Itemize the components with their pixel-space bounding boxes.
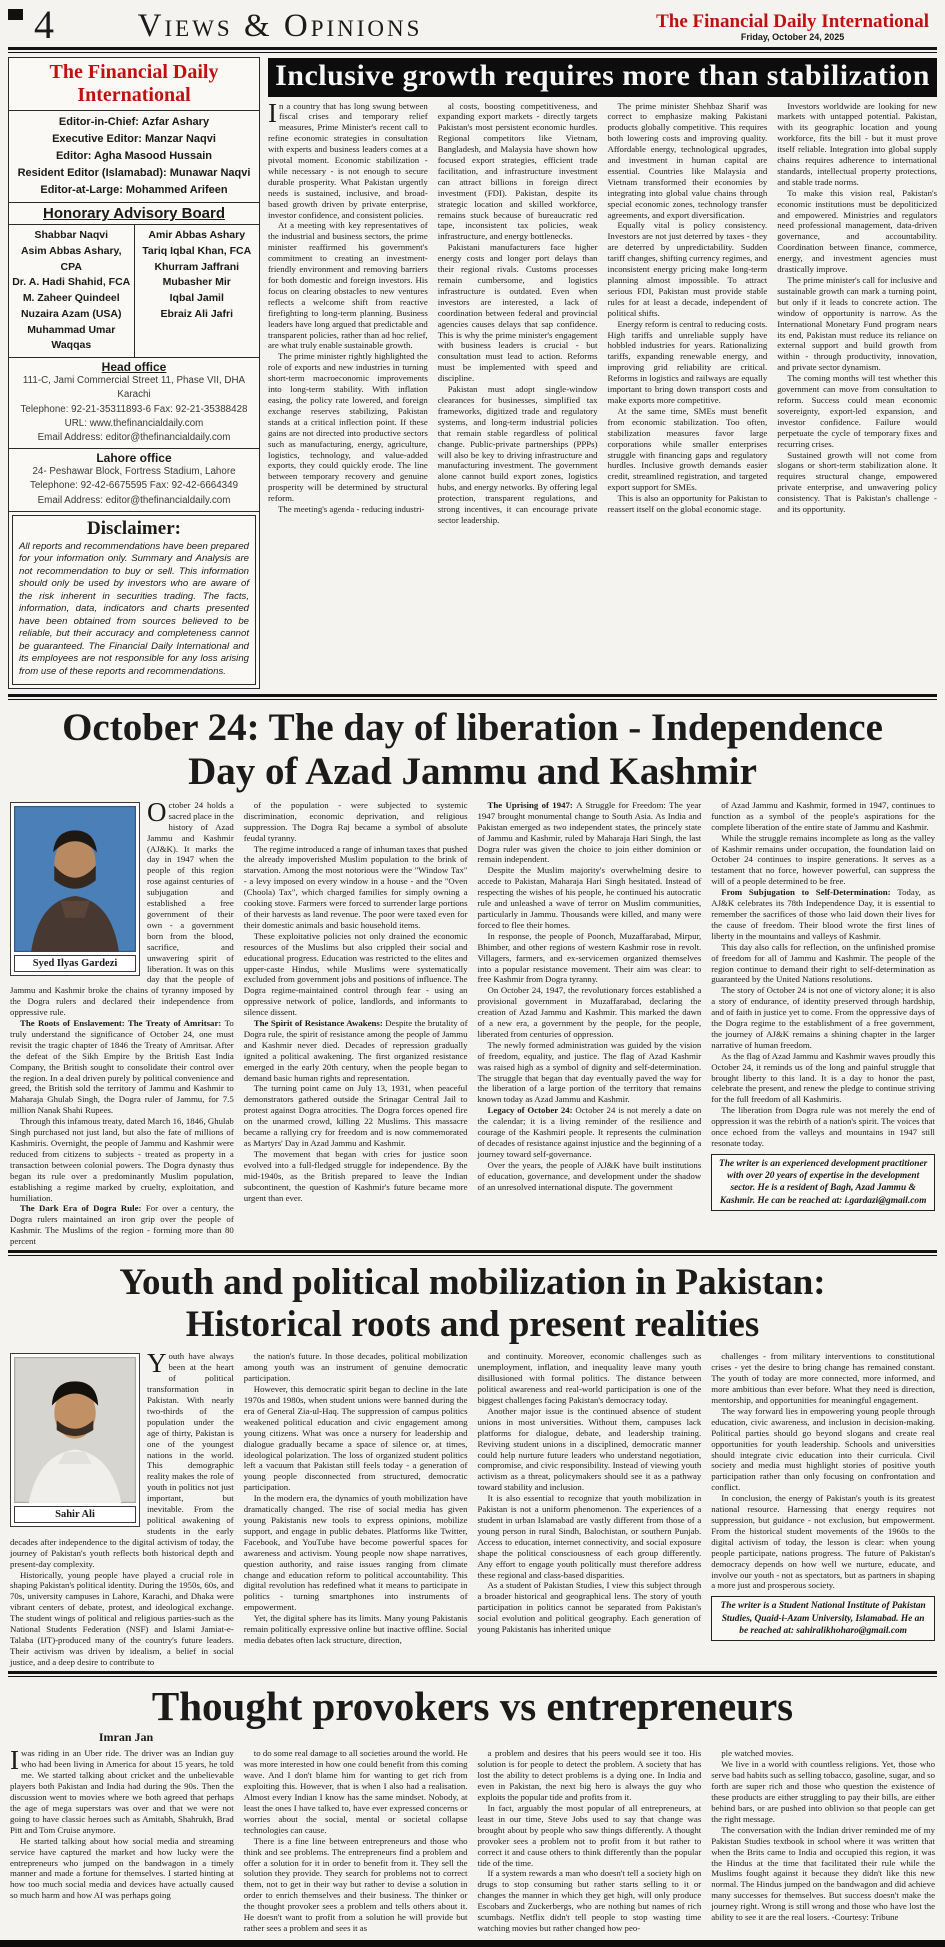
paragraph: Pakistani manufacturers face higher energy costs and longer port delays than their regional rivals. Customs processes remain cumbersome, and logistics infrastructure is outdated. Even when investors are interested, a lack of coordination between federal and provincial agencies causes delays that sap confidence. This is why the prime minister's engagement with business leaders is crucial - but consultation must lead to action. Reforms must be implemented with speed and discipline.	[437, 242, 598, 384]
article-thought-provokers	[0, 1683, 945, 1934]
paragraph: Another major issue is the continued absence of student unions in most universities. Without them, campuses lack platforms for dialogue, debate, and leadership training. Reviving student unions in a disciplined, democratic manner could help nurture future leaders who understand negotiation, compromise, and civic responsibility. Instead of viewing youth activism as a threat, policymakers should see it as a pathway toward stability and inclusion.	[477, 1405, 702, 1493]
paragraph: On October 24, 1947, the revolutionary forces established a provisional government in Muzaffarabad, declaring the creation of Azad Jammu and Kashmir. This marked the dawn of a new era, a government by the people, for the people, liberated from centuries of oppression.	[477, 985, 702, 1039]
paragraph: the nation's future. In those decades, political mobilization among youth was an instrument of genuine democratic participation.	[243, 1351, 468, 1384]
article-column	[244, 800, 468, 1247]
article-headline	[6, 1262, 939, 1346]
paragraph: We live in a world with countless religions. Yet, those who serve bad habits such as selling tobacco, gasoline, sugar, and so forth are super rich and those who question the existence of these products are either struggling to pay their bills, are either behind bars, or are pushed into oblivion so that people can get the right message.	[711, 1759, 935, 1824]
headline-line: Historical roots and present realities	[185, 1304, 760, 1346]
paragraph: challenges - from military interventions to constitutional crises - yet the desire to bring change has remained constant. The youth of today are more connected, more informed, and more ambitious than ever before. What they need is direction, mentorship, and opportunities for meaningful engagement.	[711, 1351, 935, 1406]
paragraph: and continuity. Moreover, economic challenges such as unemployment, inflation, and inequality leave many youth disillusioned with formal politics. The distance between political awareness and real-world participation is one of the biggest challenges facing Pakistan's democracy today.	[477, 1351, 702, 1406]
paragraph: of the population - were subjected to systemic discrimination, economic deprivation, and religious suppression. The Dogra Raj became a symbol of absolute feudal tyranny.	[243, 799, 468, 843]
paragraph: In response, the people of Poonch, Muzaffarabad, Mirpur, Bhimber, and other regions of western Kashmir rose in revolt. Villagers, farmers, and ex-servicemen organized themselves into a popular resistance movement. Their aim was clear: to free Kashmir from Dogra tyranny.	[477, 930, 702, 985]
paragraph: a problem and desires that his peers would see it too. His solution is for people to detect the problem. A society that has lost the ability to detect problems is a dying one. In India and even in Pakistan, the next big hero is always the guy who exploits the popular tide and profits from it.	[477, 1748, 702, 1803]
article-body	[0, 1745, 945, 1933]
issue-date: Friday, October 24, 2025	[740, 32, 845, 42]
paragraph: Energy reform is central to reducing costs. High tariffs and unreliable supply have hobbled industries for years. Rationalizing tariffs, expanding renewable energy, and improving grid reliability are critical. Reforms in logistics and railways are equally important to bring down transport costs and make exports more competitive.	[607, 318, 768, 405]
masthead-brand	[656, 12, 929, 42]
article-body	[0, 796, 945, 1247]
article-body	[268, 97, 937, 526]
paragraph: In fact, arguably the most popular of all entrepreneurs, at least in our time, Steve Jobs used to say that change was brought about by people who saw things differently. A thought provoker sees a problem not to profit from it but rather to correct it and cause others to think differently than the popular tide of the time.	[477, 1802, 702, 1868]
advisor-name: Tariq Iqbal Khan, FCA	[142, 244, 252, 257]
headline-line: Day of Azad Jammu and Kashmir	[188, 750, 757, 794]
article-column	[244, 1351, 468, 1667]
editors-list	[9, 111, 259, 203]
headline-line: October 24: The day of liberation - Independence	[62, 706, 883, 750]
author-photo	[10, 1353, 140, 1527]
article-column	[10, 796, 234, 1247]
author-portrait-image	[14, 806, 136, 952]
article-column	[478, 800, 702, 1247]
office-line: Telephone: 92-42-6675595 Fax: 92-42-6664349	[29, 480, 239, 492]
editor-line: Editor-at-Large: Mohammed Arifeen	[40, 184, 228, 197]
office-line: Email Address: editor@thefinancialdaily.com	[37, 494, 231, 506]
advisor-name: Amir Abbas Ashary	[148, 229, 246, 242]
article-column	[608, 101, 768, 526]
editorial-infobox	[8, 57, 260, 689]
article-inclusive-growth	[268, 57, 937, 689]
newspaper-name: The Financial Daily International	[656, 11, 929, 33]
office-line: Email Address: editor@thefinancialdaily.com	[37, 432, 231, 444]
paragraph: Pakistan must adopt single-window clearances for businesses, simplified tax frameworks, digitized trade and regulatory systems, and long-term industrial policies that remain stable regardless of political change. Public-private partnerships (PPPs) will also be key to driving infrastructure and manufacturing investment. The government alone cannot build export zones, logistics hubs, and energy networks. By offering legal protection, transparent regulations, and strong incentives, it can encourage private sector leadership.	[437, 384, 598, 525]
header-divider	[8, 47, 937, 53]
article-youth-mobilization	[0, 1262, 945, 1668]
section-divider	[8, 694, 937, 700]
disclaimer-text: All reports and recommendations have been prepared for your information only. Summary and Analysis are not recommendation to buy or sell. This information should only be used by investors who are aware of the risk inherent in securities trading. The facts, information, data, indicators and charts presented have been obtained from sources believed to be reliable, but their accuracy and completeness cannot be guaranteed. The Financial Daily International and its employees are not responsible for any loss arising from use of these reports and recommendations.	[19, 540, 249, 677]
paragraph: The way forward lies in empowering young people through education, civic awareness, and inclusion in decision-making. Political parties should go beyond slogans and create real opportunities for youth leadership. Schools and universities should integrate civic education into their curricula. Civil society and media must highlight stories of positive youth participation rather than only focusing on confrontation and conflict.	[711, 1405, 935, 1493]
advisor-name: Khurram Jaffrani	[154, 260, 240, 273]
article-column	[244, 1748, 468, 1933]
advisor-name: M. Zaheer Quindeel	[22, 292, 120, 305]
author-caption: Sahir Ali	[14, 1506, 136, 1523]
paragraph: of Azad Jammu and Kashmir, formed in 1947, continues to function as a symbol of the people's aspirations for the complete liberation of the entire state of Jammu and Kashmir.	[711, 799, 935, 832]
paragraph: Sustained growth will not come from slogans or short-term stabilization alone. It requires structural change, empowered private enterprise, and unwavering policy consistency. That is Pakistan's challenge - and its opportunity.	[777, 449, 937, 515]
page-number: 4	[34, 2, 54, 47]
section-divider	[8, 1671, 937, 1677]
paragraph: The newly formed administration was guided by the vision of freedom, equality, and justice. The flag of Azad Kashmir was raised high as a symbol of dignity and self-determination. The struggle that began that day eventually paved the way for the liberation of a large portion of the territory that remains known today as Azad Jammu and Kashmir.	[477, 1039, 702, 1105]
paragraph: The Dark Era of Dogra Rule: For over a century, the Dogra rulers maintained an iron grip over the people of Kashmir. The Muslims of the region - forming more than 80 percent	[10, 1203, 234, 1247]
paragraph: It is also essential to recognize that youth mobilization in Pakistan is not a uniform phenomenon. The experiences of a student in urban Islamabad are vastly different from those of a young person in rural Sindh, Balochistan, or southern Punjab. Access to education, internet connectivity, and social exposure shape the political consciousness of each group differently. Any effort to engage youth politically must therefore address these regional and class-based disparities.	[477, 1493, 702, 1580]
paragraph: This day also calls for reflection, on the unfinished promise of freedom for all of Jammu and Kashmir. The people of the region continue to demand their right to self-determination as guaranteed by the United Nations resolutions.	[711, 941, 935, 985]
paragraph: The turning point came on July 13, 1931, when peaceful demonstrators gathered outside the Srinagar Central Jail to protest against Dogra atrocities. The Dogra forces opened fire on the unarmed crowd, killing 22 Muslims. This massacre became a rallying cry for freedom and is now commemorated as Martyrs' Day in Azad Jammu and Kashmir.	[243, 1083, 468, 1149]
top-section	[0, 56, 945, 691]
paragraph: As a student of Pakistan Studies, I view this subject through a broader historical and geographical lens. The story of youth participation in politics cannot be separated from Pakistan's social evolution and political geography. Each generation of young Pakistanis has inherited unique	[477, 1580, 702, 1635]
article-column	[268, 97, 428, 526]
article-kashmir-day	[0, 706, 945, 1247]
editor-line: Editor-in-Chief: Azfar Ashary	[58, 116, 210, 128]
paragraph: to do some real damage to all societies around the world. He was more interested in how one could benefit from this coming wave. And I don't blame him for wanting to get rich from exploiting this. However, that is when I also had a realisation. Almost every Indian I know has the same mindset. Nobody, at least the ones I have talked to, have ever expressed concerns or worries about the social, mental or societal collapse technologies can cause.	[243, 1748, 468, 1835]
paragraph: The conversation with the Indian driver reminded me of my Pakistan Studies textbook in school where it was written that when the Brits came to India and occupied this region, it was the Hindus at the time that facilitated their rule while the Muslims fought against it because they didn't like this new normal. The Hindus jumped on the bandwagon and did achieve many successes for themselves. But success doesn't make the journey right. Wrong is still wrong and those who have lost the ability to see it are the real losers. -Courtesy: Tribune	[711, 1824, 935, 1923]
article-column	[10, 1348, 234, 1667]
office-line: 24- Peshawar Block, Fortress Stadium, Lahore	[32, 466, 236, 478]
editor-line: Executive Editor: Manzar Naqvi	[52, 133, 216, 146]
paragraph: ple watched movies.	[721, 1748, 794, 1759]
article-column	[438, 101, 598, 526]
paragraph: This is also an opportunity for Pakistan to reassert itself on the global economic stage.	[607, 493, 768, 515]
paragraph: The meeting's agenda - reducing industri-	[278, 504, 425, 515]
paragraph: In a country that has long swung between fiscal crises and temporary relief measures, Prime Minister's recent call to refine economic strategies in consultation with experts and business leaders comes at a pivotal moment. Economic stabilization - while necessary - is not enough to secure durable prosperity. What Pakistan urgently needs is sustained, inclusive, and broad-based growth driven by private enterprise, investor confidence, and consistent policies.	[268, 97, 428, 220]
paragraph: October 24 holds a sacred place in the history of Azad Jammu and Kashmir (AJ&K). It marks the day in 1947 when the people of this region rose against centuries of subjugation and established a free government of their own - a government born from the blood, sacrifice, and unwavering spirit of liberation. It was on this day that the people of Jammu and Kashmir broke the chains of tyranny imposed by the Dogra rulers and declared their independence from oppressive rule.	[10, 796, 234, 1018]
paragraph: The coming months will test whether this government can move from consultation to reform. Success could mean economic sovereignty, export-led expansion, and investor confidence. Failure would perpetuate the cycle of temporary fixes and recurring crises.	[777, 373, 937, 449]
section-divider	[8, 1250, 937, 1256]
headline-line: Youth and political mobilization in Pakistan:	[119, 1262, 826, 1304]
infobox-title: The Financial Daily International	[9, 58, 259, 111]
paragraph: These exploitative policies not only drained the economic resources of the Muslims but also crippled their social and educational progress. Education was restricted to the elites and upper-caste Hindus, while Muslims were systematically excluded from government jobs and positions of influence. The Dogra regime-maintained control through fear - using an oppressive network of police, landlords, and informants to silence dissent.	[243, 930, 468, 1018]
paragraph: While the struggle remains incomplete as long as the valley of Kashmir remains under occupation, the foundation laid on October 24 continues to inspire generations. It serves as a testament that no force, however powerful, can suppress the will of a people determined to be free.	[711, 832, 935, 887]
paragraph: Historically, young people have played a crucial role in shaping Pakistan's political identity. During the 1950s, 60s, and 70s, university campuses in Lahore, Karachi, and Dhaka were vibrant centers of debate, protest, and ideological exchange. The student wings of political and religious parties-such as the National Students Federation (NSF) and Islami Jamiat-e-Talaba (IJT)-produced many of the country's future leaders. Their activism was driven by idealism, a belief in social justice, and a deep desire to contribute to	[10, 1569, 234, 1667]
paragraph: The Uprising of 1947: A Struggle for Freedom: The year 1947 brought monumental change to South Asia. As India and Pakistan emerged as two independent states, the princely state of Jammu and Kashmir, ruled by Maharaja Hari Singh, the last Dogra ruler was given the choice to join either dominion or remain independent.	[477, 799, 702, 865]
advisor-name: Nuzaira Azam (USA)	[20, 307, 122, 320]
paragraph: If a system rewards a man who doesn't tell a society high on drugs to stop consuming but rather starts selling to it or changes the manner in which they get high, will only produce Escobars and Zuckerbergs, who are nothing but names of rich scumbags. Netflix didn't tell people to stop wasting time watching movies but rather changed how peo-	[477, 1868, 702, 1933]
paragraph: The prime minister's call for inclusive and sustainable growth can mark a turning point, but only if it leads to concrete action. The window of opportunity is narrow. As the International Monetary Fund program nears its end, Pakistan must reduce its reliance on external support and build growth from within - through productivity, innovation, and private sector dynamism.	[777, 275, 937, 373]
writer-footnote: The writer is an experienced development practitioner with over 20 years of expertise in the development sector. He is a resident of Bagh, Azad Jammu & Kashmir. He can be reached at: i.gardazi@gmail.com	[711, 1154, 935, 1211]
paragraph: At a meeting with key representatives of the industrial and business sectors, the prime minister reaffirmed his government's commitment to creating an investment-friendly environment and removing barriers for both domestic and foreign investors. His focus on clearing obstacles to new ventures reflects a welcome shift from reactive firefighting to long-term planning. Business leaders have long argued that predictable and transparent policies, rather than ad hoc relief, are what truly enable sustainable growth.	[268, 220, 428, 351]
office-line: Telephone: 92-21-35311893-6 Fax: 92-21-35388428	[20, 403, 248, 415]
author-portrait-image	[14, 1357, 136, 1503]
paragraph: Yet, the digital sphere has its limits. Many young Pakistanis remain politically expressive online but inactive offline. Social media debates often lack structure, direction,	[243, 1613, 468, 1645]
lahore-office-block	[9, 449, 259, 512]
article-headline	[6, 706, 939, 795]
paragraph: Equally vital is policy consistency. Investors are not just deterred by taxes - they are deterred by unpredictability. Sudden tariff changes, shifting currency regimes, and inconsistent energy pricing make long-term planning almost impossible. To attract serious FDI, Pakistan must provide stable rules for at least a decade, independent of political shifts.	[607, 220, 768, 318]
paragraph: Legacy of October 24: October 24 is not merely a date on the calendar; it is a living reminder of the resilience and courage of the Kashmiri people. It represents the culmination of decades of resistance against injustice and the beginning of a journey toward self-governance.	[477, 1105, 702, 1159]
paragraph: The movement that began with cries for justice soon evolved into a full-fledged struggle for independence. By the mid-1940s, as the British prepared to leave the Indian subcontinent, the question of Kashmir's future became more urgent than ever.	[243, 1148, 468, 1203]
article-headline: Inclusive growth requires more than stabilization	[268, 58, 937, 97]
paragraph: Youth have always been at the heart of political transformation in Pakistan. With nearly two-thirds of the population under the age of thirty, Pakistan is one of the youngest nations in the world. This demographic reality makes the role of youth in politics not just important, but inevitable. From the political awakening of students in the early decades after independence to the digital activism of today, the journey of Pakistan's youth reflects both historical depth and present-day complexity.	[10, 1348, 234, 1569]
paragraph: Investors worldwide are looking for new markets with untapped potential. Pakistan, with its geographic location and young workforce, fits the bill - but it must prove itself reliable. Integration into global supply chains requires adherence to international standards, intellectual property protections, and stable trade norms.	[777, 100, 937, 187]
paragraph: From Subjugation to Self-Determination: Today, as AJ&K celebrates its 78th Independence Day, it is essential to remember the sacrifices of those who laid down their lives for the cause of freedom. Their blood wrote the first lines of liberty in the mountains and valleys of Kashmir.	[711, 887, 935, 941]
print-mark	[8, 9, 23, 20]
paragraph: al costs, boosting competitiveness, and expanding export markets - directly targets Pakistan's most persistent economic hurdles. Regional competitors like Vietnam, Bangladesh, and Malaysia have shown how focused export strategies, efficient trade facilitation, and infrastructure investment can attract billions in foreign direct investment (FDI). Pakistan, despite its strategic location and skilled workforce, remains stuck because of bureaucratic red tape, inconsistent tax policies, weak infrastructure, and energy bottlenecks.	[437, 100, 598, 242]
paragraph: Despite the Muslim majority's overwhelming desire to accede to Pakistan, Maharaja Hari Singh hesitated. Instead of respecting the wishes of his people, he continued his autocratic rule and unleashed a wave of terror on Muslim communities, particularly in Jammu. Thousands were killed, and many were forced to flee their homes.	[477, 865, 702, 930]
lahore-office-lines	[11, 465, 257, 508]
paragraph: The Spirit of Resistance Awakens: Despite the brutality of Dogra rule, the spirit of resistance among the people of Jammu and Kashmir never died. Decades of repression gradually ignited a political awakening. The first organized resistance emerged in the early 20th century, when the people began to demand basic human rights and representation.	[243, 1018, 468, 1083]
paragraph: The prime minister rightly highlighted the role of exports and new industries in turning short-term macroeconomic improvements into long-term stability. With inflation easing, the policy rate lowered, and foreign exchange reserves stabilizing, Pakistan stands at a critical inflection point. If these gains are not directed into productive sectors such as manufacturing, energy, agriculture, logistics, technology, and value-added exports, they could quickly erode. The line between temporary recovery and genuine prosperity will be determined by structural reform.	[268, 351, 428, 504]
article-headline: Thought provokers vs entrepreneurs	[151, 1682, 794, 1729]
article-column	[711, 800, 935, 1247]
article-column	[10, 1745, 234, 1933]
editor-line: Resident Editor (Islamabad): Munawar Naqvi	[17, 167, 251, 180]
article-column	[478, 1748, 702, 1933]
paragraph: As the flag of Azad Jammu and Kashmir waves proudly this October 24, it reminds us of the long and painful struggle that brought liberty to this land. It is a day to honor the past, celebrate the present, and renew the pledge to continue striving for the full freedom of all Kashmiris.	[711, 1050, 935, 1105]
article-body	[0, 1348, 945, 1667]
editor-line: Editor: Agha Masood Hussain	[55, 150, 213, 163]
page-header	[0, 0, 945, 47]
paragraph: There is a fine line between entrepreneurs and those who think and see problems. The entrepreneurs find a problem and offer a solution for it in order to benefit from it. They sell the solution they provide. They search for problems not to correct them, not to get in their way but rather to devise a solution in order to enrich themselves and their business. The thinker or the thought provoker sees a problem and tells others about it. He doesn't want to profit from a solution he will provide but rather sees a problem and sees it as	[243, 1835, 468, 1933]
head-office-lines	[11, 374, 257, 445]
paragraph: Over the years, the people of AJ&K have built institutions of education, governance, and development under the shadow of an unresolved international dispute. The government	[477, 1159, 702, 1192]
disclaimer-title: Disclaimer:	[87, 517, 181, 539]
paragraph: To make this vision real, Pakistan's economic institutions must be depoliticized and empowered. Ministries and regulators need professional management, data-driven governance, and accountability. Coordination between finance, commerce, energy, and investment agencies must drastically improve.	[777, 187, 937, 275]
head-office-block	[9, 358, 259, 449]
paragraph: He started talking about how social media and streaming service have captured the market and how lucky were the entrepreneurs who jumped on the bandwagon in a timely manner and made a fortune for themselves. I started hinting at how too much social media and devices have actually caused so much harm and how AI was perhaps going	[10, 1835, 234, 1901]
paragraph: Iwas riding in an Uber ride. The driver was an Indian guy who had been living in America for about 15 years, he told me. We started talking about cricket and the unbelievable players both Pakistan and India had during the 90s. Then the discussion went to movies where we both agreed that perhaps the age of mega superstars was over and that we were not going to have classic heroes such as Amitabh, Shahrukh, Brad Pitt and Tom Cruise anymore.	[10, 1745, 234, 1835]
advisory-board	[9, 225, 259, 358]
advisor-name: Iqbal Jamil	[169, 292, 224, 305]
article-column	[478, 1351, 702, 1667]
advisor-name: Asim Abbas Ashary, CPA	[20, 244, 122, 273]
advisory-left-column	[9, 225, 134, 357]
paragraph: In the modern era, the dynamics of youth mobilization have dramatically changed. The rise of social media has given young Pakistanis new tools to express opinions, mobilize support, and engage in public debates. Platforms like Twitter, Facebook, and YouTube have become powerful spaces for awareness and activism. Young people now shape narratives, question authority, and raise issues ranging from climate change and education reform to political accountability. This digital revolution has redefined what it means to participate in politics - turning smartphones into instruments of empowerment.	[243, 1493, 468, 1613]
section-title: Views & Opinions	[137, 8, 423, 45]
paragraph: Through this infamous treaty, dated March 16, 1846, Ghulab Singh purchased not just land, but also the fate of millions of Kashmiris. Overnight, the people of Jammu and Kashmir were reduced from citizens to subjects - treated as property in a transaction between colonial powers. The Dogra dynasty thus began its rule over a predominantly Muslim population, establishing a regime marked by cruelty, exploitation, and humiliation.	[10, 1116, 234, 1203]
advisor-name: Mubasher Mir	[162, 276, 231, 289]
advisor-name: Muhammad Umar Waqqas	[27, 323, 116, 352]
head-office-title: Head office	[101, 360, 167, 375]
paragraph: At the same time, SMEs must benefit from economic stabilization. Too often, stabilization measures favor large corporations while smaller enterprises struggle with financing gaps and regulatory hurdles. Inclusive growth demands easier credit, streamlined registration, and targeted export support for SMEs.	[607, 405, 768, 493]
author-byline: Imran Jan	[98, 1730, 154, 1745]
advisor-name: Ebraiz Ali Jafri	[160, 307, 234, 320]
paragraph: However, this democratic spirit began to decline in the late 1970s and 1980s, when student unions were banned during the era of General Zia-ul-Haq. The suppression of campus politics weakened political education and civic engagement among young citizens. What was once a nursery for leadership and dialogue gradually became a space of silence or, at times, ideological polarization. The loss of organized student politics left a vacuum that Pakistan still feels today - a generation of young people disconnected from structured, democratic participation.	[243, 1384, 468, 1493]
paragraph: The Roots of Enslavement: The Treaty of Amritsar: To truly understand the significance of October 24, one must revisit the tragic chapter of 1846 the Treaty of Amritsar. After the defeat of the Sikh Empire by the British East India Company, the British sought to consolidate their control over the region. In a deal driven purely by political convenience and greed, the British sold the territory of Jammu and Kashmir to Maharaja Ghulab Singh, the Dogra ruler of Jammu, for 7.5 million Nanak Shahi Rupees.	[10, 1018, 234, 1116]
author-photo	[10, 802, 140, 976]
paragraph: The story of October 24 is not one of victory alone; it is also a story of endurance, of identity preserved through hardship, and of faith in justice yet to come. From the oppressive days of the Dogra regime to the establishment of a free government, the journey of AJ&K remains a shining chapter in the larger narrative of human freedom.	[711, 985, 935, 1050]
office-line: 111-C, Jami Commercial Street 11, Phase VII, DHA Karachi	[22, 375, 246, 401]
article-column	[711, 1351, 935, 1667]
disclaimer-box	[12, 515, 256, 685]
paragraph: The prime minister Shehbaz Sharif was correct to emphasize making Pakistani products globally competitive. This requires both lowering costs and improving quality. Affordable energy, technological upgrades, and investment in human capital are essential. Countries like Malaysia and Vietnam transformed their economies by integrating into global value chains through special economic zones, technology transfer agreements, and export diversification.	[607, 100, 768, 220]
advisor-name: Dr. A. Hadi Shahid, FCA	[12, 276, 131, 289]
advisory-right-column	[134, 225, 260, 357]
article-column	[777, 101, 937, 526]
paragraph: The regime introduced a range of inhuman taxes that pushed the already impoverished Muslim population to the brink of starvation. Among the most notorious were the "Window Tax" - a levy imposed on every window in a house - and the "Oven (Choola) Tax", which charged families for simply owning a cooking stove. Farmers were forced to surrender large portions of their harvests as land revenue. The poor were taxed even for their domestic animals and basic household items.	[243, 843, 468, 930]
advisor-name: Shabbar Naqvi	[34, 229, 109, 242]
author-caption: Syed Ilyas Gardezi	[14, 955, 136, 972]
article-column	[711, 1748, 935, 1933]
lahore-office-title: Lahore office	[96, 451, 172, 466]
paragraph: The liberation from Dogra rule was not merely the end of oppression it was the rebirth of a nation's spirit. The voices that once echoed from the valleys and mountains in 1947 still resonate today.	[711, 1105, 935, 1149]
paragraph: In conclusion, the energy of Pakistan's youth is its greatest national resource. Harnessing that energy requires not suppression, but guidance - not exclusion, but empowerment. From the historical student movements of the 1960s to the digital activism of today, the lesson is clear: when young people participate, nations progress. The future of Pakistan's democracy depends on how well we nurture, educate, and involve our youth - not as spectators, but as partners in shaping a more just and prosperous society.	[711, 1493, 935, 1591]
bottom-rule	[0, 1940, 945, 1947]
office-line: URL: www.thefinancialdaily.com	[64, 417, 204, 429]
advisory-board-title: Honorary Advisory Board	[9, 203, 259, 225]
writer-footnote: The writer is a Student National Institute of Pakistan Studies, Quaid-i-Azam University, Islamabad. He an be reached at: sahiralikhoharo@gmail.com	[711, 1596, 935, 1641]
